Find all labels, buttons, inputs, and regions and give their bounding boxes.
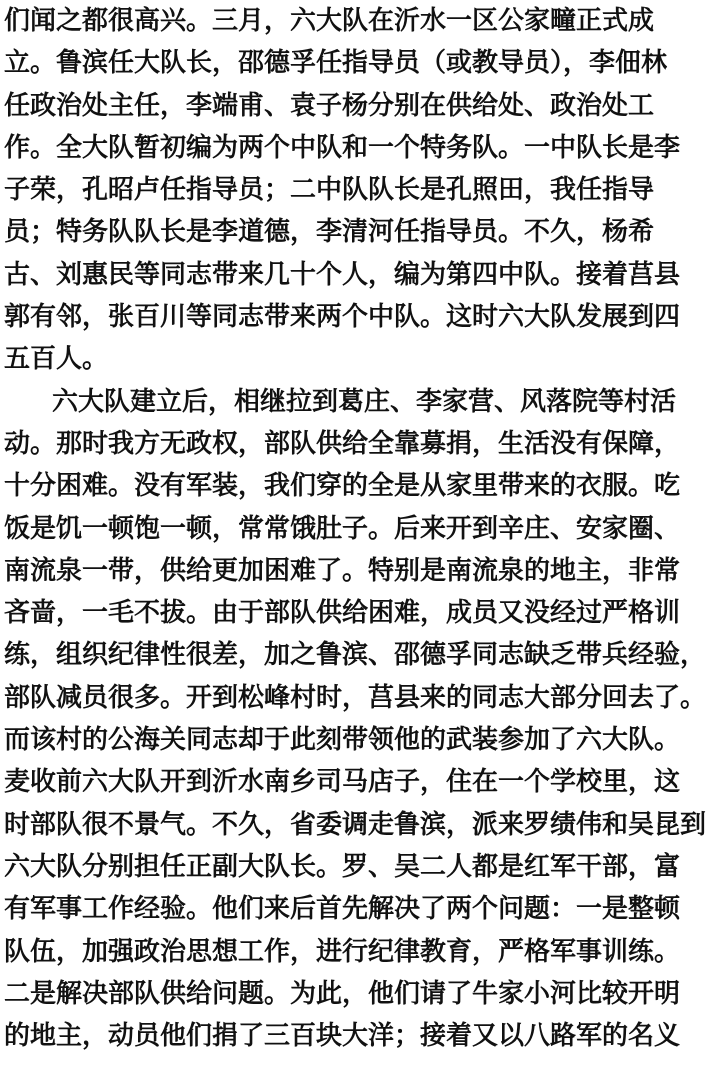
- text-line: 南流泉一带，供给更加困难了。特别是南流泉的地主，非常: [4, 555, 681, 586]
- text-line: 的地主，动员他们捐了三百块大洋；接着又以八路军的名义: [4, 1021, 681, 1052]
- text-line: 五百人。: [4, 344, 109, 375]
- text-line: 任政治处主任，李端甫、袁子杨分别在供给处、政治处工: [4, 90, 655, 121]
- paragraph-first-line: 六大队建立后，相继拉到葛庄、李家营、风落院等村活: [52, 386, 677, 417]
- text-line: 麦收前六大队开到沂水南乡司马店子，住在一个学校里，这: [4, 767, 681, 798]
- text-line: 古、刘惠民等同志带来几十个人，编为第四中队。接着莒县: [4, 259, 681, 290]
- text-line: 二是解决部队供给问题。为此，他们请了牛家小河比较开明: [4, 978, 681, 1009]
- text-line: 练，组织纪律性很差，加之鲁滨、邵德孚同志缺乏带兵经验，: [4, 640, 706, 671]
- text-line: 十分困难。没有军装，我们穿的全是从家里带来的衣服。吃: [4, 471, 681, 502]
- text-line: 动。那时我方无政权，部队供给全靠募捐，生活没有保障，: [4, 428, 681, 459]
- text-line: 时部队很不景气。不久，省委调走鲁滨，派来罗绩伟和吴昆到: [4, 809, 706, 840]
- text-line: 有军事工作经验。他们来后首先解决了两个问题：一是整顿: [4, 894, 681, 925]
- text-line: 六大队分别担任正副大队长。罗、吴二人都是红军干部，富: [4, 851, 681, 882]
- text-line: 吝啬，一毛不拔。由于部队供给困难，成员又没经过严格训: [4, 598, 681, 629]
- text-line: 立。鲁滨任大队长，邵德孚任指导员（或教导员），李佃林: [4, 48, 668, 79]
- text-line: 郭有邻，张百川等同志带来两个中队。这时六大队发展到四: [4, 302, 681, 333]
- text-line: 子荣，孔昭卢任指导员；二中队队长是孔照田，我任指导: [4, 175, 655, 206]
- text-line: 饭是饥一顿饱一顿，常常饿肚子。后来开到辛庄、安家圈、: [4, 513, 681, 544]
- text-line: 们闻之都很高兴。三月，六大队在沂水一区公家疃正式成: [4, 6, 655, 36]
- text-line: 部队减员很多。开到松峰村时，莒县来的同志大部分回去了。: [4, 682, 706, 713]
- text-line: 员；特务队队长是李道德，李清河任指导员。不久，杨希: [4, 217, 655, 248]
- text-line: 队伍，加强政治思想工作，进行纪律教育，严格军事训练。: [4, 936, 681, 967]
- text-line: 而该村的公海关同志却于此刻带领他的武装参加了六大队。: [4, 725, 681, 756]
- text-line: 作。全大队暂初编为两个中队和一个特务队。一中队长是李: [4, 132, 681, 163]
